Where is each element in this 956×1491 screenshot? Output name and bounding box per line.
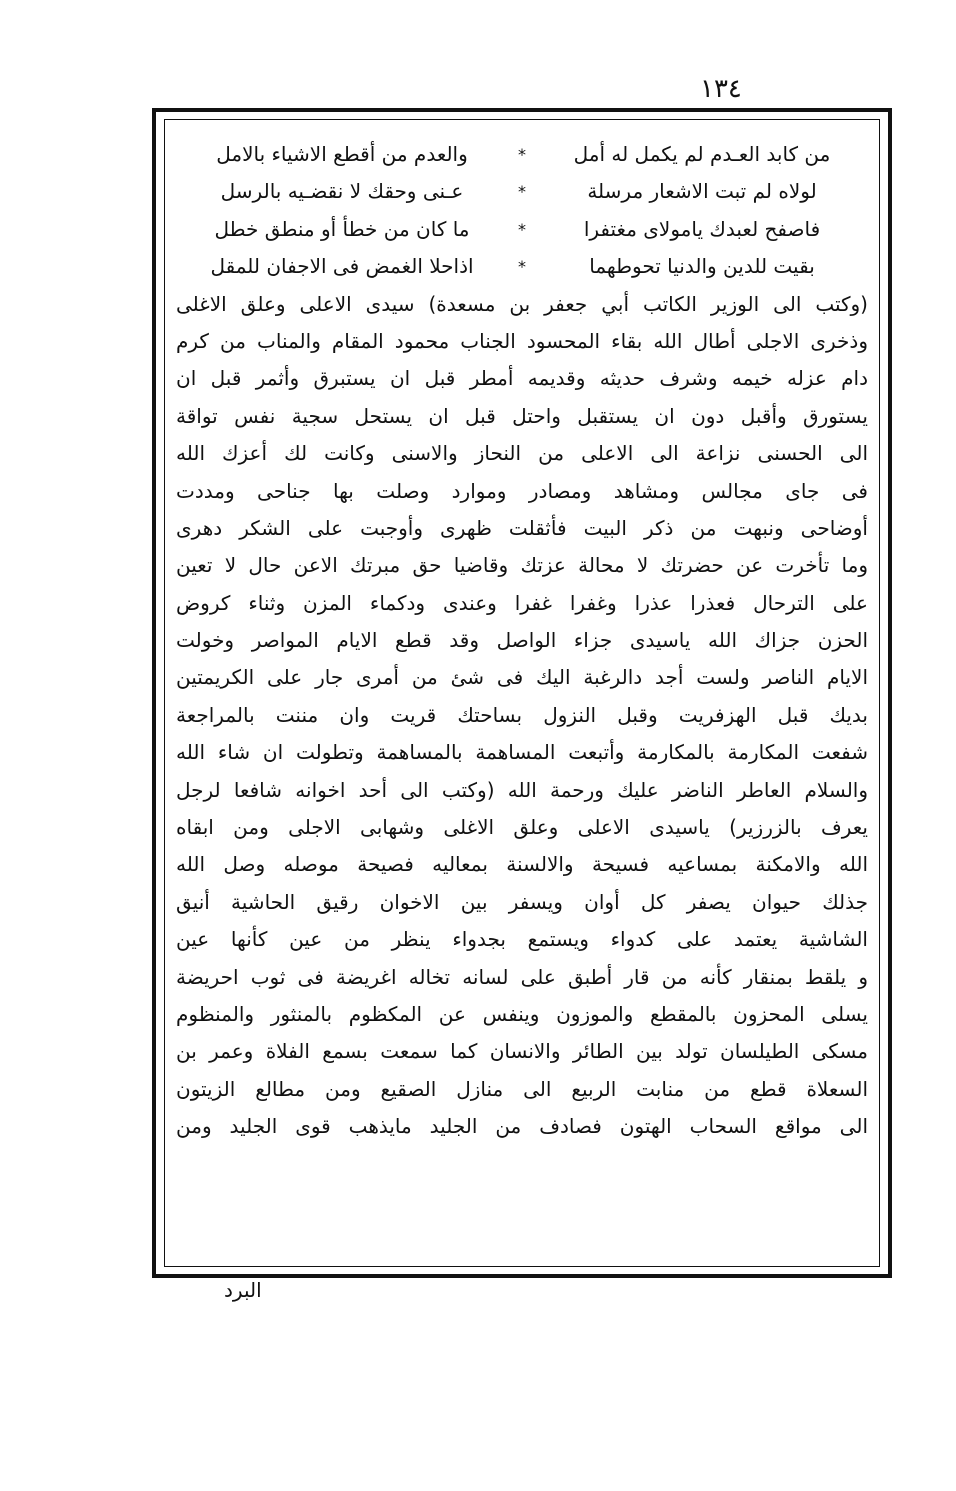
page-number: ١٣٤ [700,74,742,104]
prose-line: دام عزله خيمه وشرف حديثه وقديمه أمطر قبل ان يستبرق وأثمر قبل ان [176,366,868,391]
prose-line: الى الحسنى نزاعة الى الاعلى من النحاز والاسنى وكانت لك أعزك الله [176,441,868,466]
verse-line [176,136,868,173]
verse-line [176,173,868,210]
verse-second-hemistich: والعدم من أقطع الاشياء بالامل [216,142,468,166]
prose-line: يعرف بالزرزير) ياسيدى الاعلى وعلق الاغلى وشهابى الاجلى ومن ابقاه [176,815,868,840]
prose-line: الايام الناصر ولست أجد دالرغبة اليك فى شئ من أمرى جار على الكريمتين [176,665,868,690]
verse-first-hemistich: فاصفح لعبدك يامولاى مغتفرا [583,216,821,241]
prose-line: و يلقط بمنقار كأنه من قار أطبق على لسانه تخاله اغريضة فى ثوب احريضة [176,964,868,989]
prose-line: الى مواقع السحاب الهتون فصادف من الجليد مايذهب قوى الجليد ومن [176,1114,868,1139]
verse-line [176,248,868,285]
prose-line: الشاشية يعتمد على كدواء ويستمع بجدواء ينظر من عين كأنها عين [176,927,868,952]
verse-first-hemistich: من كابد العـدم لم يكمل له أمل [573,142,831,166]
prose-line: جذلك حيوان يصفر كل أوان ويسفر بين الاخوان رقيق الحاشية أنيق [176,889,868,914]
verse-second-hemistich: ما كان من خطأ أو منطق خطل [214,216,470,241]
prose-line: والسلام العاطر الناضر عليك ورحمة الله (وكتب الى أحد اخوانه شافعا لرجل [176,777,868,802]
prose-line: شفعت المكارمة بالمكارمة وأتبعت المساهمة بالمساهمة وتطولت ان شاء الله [176,740,868,765]
prose-line: وذخرى الاجلى أطال الله بقاء المحسود الجناب محمود المقام والمناب من كرم [176,328,868,353]
verse-first-hemistich: بقيت للدين والدنيا تحوطهما [589,254,815,279]
verse-separator: * [518,257,526,277]
verse-separator: * [518,145,526,164]
verse-second-hemistich: اذاحلا الغمض فى الاجفان للمقل [210,254,474,279]
prose-line: بديك قبل الهزفريت وقبل النزول بساحتك قريت وان مننت بالمراجعة [176,702,868,727]
prose-line: يسلى المحزون بالمقطع والموزون وينفس عن المكظوم بالمنثور والمنظوم [176,1001,868,1026]
prose-line: السعلاة قطع من منابت الربيع الى منازل الصقيع ومن مطالع الزيتون [176,1076,868,1101]
prose-line: على الترحال فعذرا عذرا وغفرا غفرا وعندى ودكماء المزن وثناء كروض [176,590,868,615]
prose-line: أوضاحى ونبهت من ذكر البيت فأثقلت ظهرى وأوجبت على الشكر دهرى [176,515,868,540]
prose-line: وما تأخرت عن حضرتك لا محالة عزتك وقاضيا حق مبرتك الاعن حال لا تعين [176,553,868,578]
prose-line: يستورق وأقبل دون ان يستقبل واحتل قبل ان يستحل سجية نفس تواقة [176,403,868,428]
verse-separator: * [518,219,526,239]
verse-first-hemistich: لولاه لم تبت الاشعار مرسلة [587,179,817,204]
verse-line [176,211,868,248]
verse-separator: * [518,182,526,202]
verse-second-hemistich: عـنى وحقك لا نقضـيه بالرسل [220,179,464,204]
text-block [176,136,868,1146]
prose-line: فى جاى مجالس ومشاهد ومصادر وموارد وصلت بها جناحى ومددت [176,478,868,503]
prose-line: الله والامكنة بمساعيه فسيحة والالسنة بمعاليه فصيحة موصله وصل الله [176,852,868,877]
prose-line: مسكى الطيلسان تولد بين الطائر والانسان كما سمعت بسمع الفلاة وعمر بن [176,1039,868,1064]
prose-line: (وكتب الى الوزير الكاتب أبي جعفر بن مسعدة) سيدى الاعلى وعلق الاغلى [176,291,868,316]
prose-line: الحزن جزاك الله ياسيدى جزاء الواصل وقد قطع الايام المواصر وخولت [176,628,868,653]
catchword: البرد [224,1278,262,1302]
